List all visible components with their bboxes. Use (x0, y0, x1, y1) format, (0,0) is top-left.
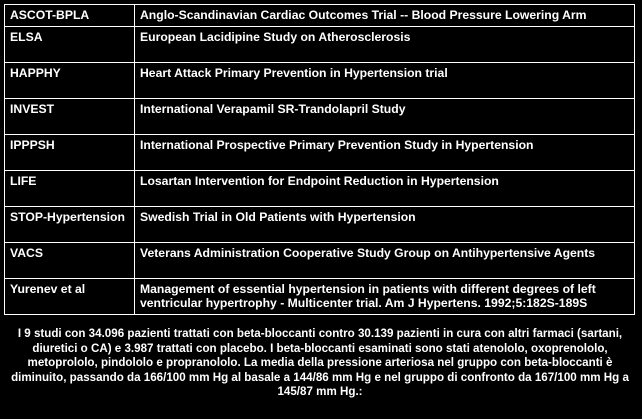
trial-full-name: European Lacidipine Study on Atherosclerosis (135, 27, 635, 63)
table-row (5, 5, 635, 27)
trial-acronym: INVEST (5, 99, 135, 135)
trial-acronym: ASCOT-BPLA (5, 5, 135, 27)
trial-full-name: Losartan Intervention for Endpoint Reduction in Hypertension (135, 171, 635, 207)
trial-full-name: Swedish Trial in Old Patients with Hypertension (135, 207, 635, 243)
trial-acronym: Yurenev et al (5, 279, 135, 315)
table-row (5, 63, 635, 99)
trial-acronym: HAPPHY (5, 63, 135, 99)
trial-acronym: STOP-Hypertension (5, 207, 135, 243)
trial-full-name: Veterans Administration Cooperative Study Group on Antihypertensive Agents (135, 243, 635, 279)
table-row (5, 171, 635, 207)
trial-full-name: Anglo-Scandinavian Cardiac Outcomes Trial -- Blood Pressure Lowering Arm (135, 5, 635, 27)
trial-acronym: IPPPSH (5, 135, 135, 171)
table-row (5, 243, 635, 279)
table-row (5, 207, 635, 243)
table-row (5, 27, 635, 63)
trial-acronym: ELSA (5, 27, 135, 63)
table-row (5, 135, 635, 171)
trial-full-name: Management of essential hypertension in patients with different degrees of left ventricular hypertrophy - Multicenter trial. Am J Hypertens. 1992;5:182S-189S (135, 279, 635, 315)
summary-caption: I 9 studi con 34.096 pazienti trattati con beta-bloccanti contro 30.139 pazienti in cura con altri farmaci (sartani, diuretici o CA) e 3.987 trattati con placebo. I beta-bloccanti esaminati sono stati atenololo, oxoprenololo, metoprololo, pindololo e propranololo. La media della pressione arteriosa nel gruppo con beta-bloccanti è diminuito, passando da 166/100 mm Hg al basale a 144/86 mm Hg e nel gruppo di confronto da 167/100 mm Hg a 145/87 mm Hg.: (11, 327, 629, 398)
table-row (5, 99, 635, 135)
trial-acronym: VACS (5, 243, 135, 279)
trial-full-name: International Prospective Primary Prevention Study in Hypertension (135, 135, 635, 171)
trial-acronym: LIFE (5, 171, 135, 207)
trial-acronym-table (4, 4, 635, 315)
trial-full-name: International Verapamil SR-Trandolapril Study (135, 99, 635, 135)
table-row (5, 279, 635, 315)
trial-full-name: Heart Attack Primary Prevention in Hypertension trial (135, 63, 635, 99)
